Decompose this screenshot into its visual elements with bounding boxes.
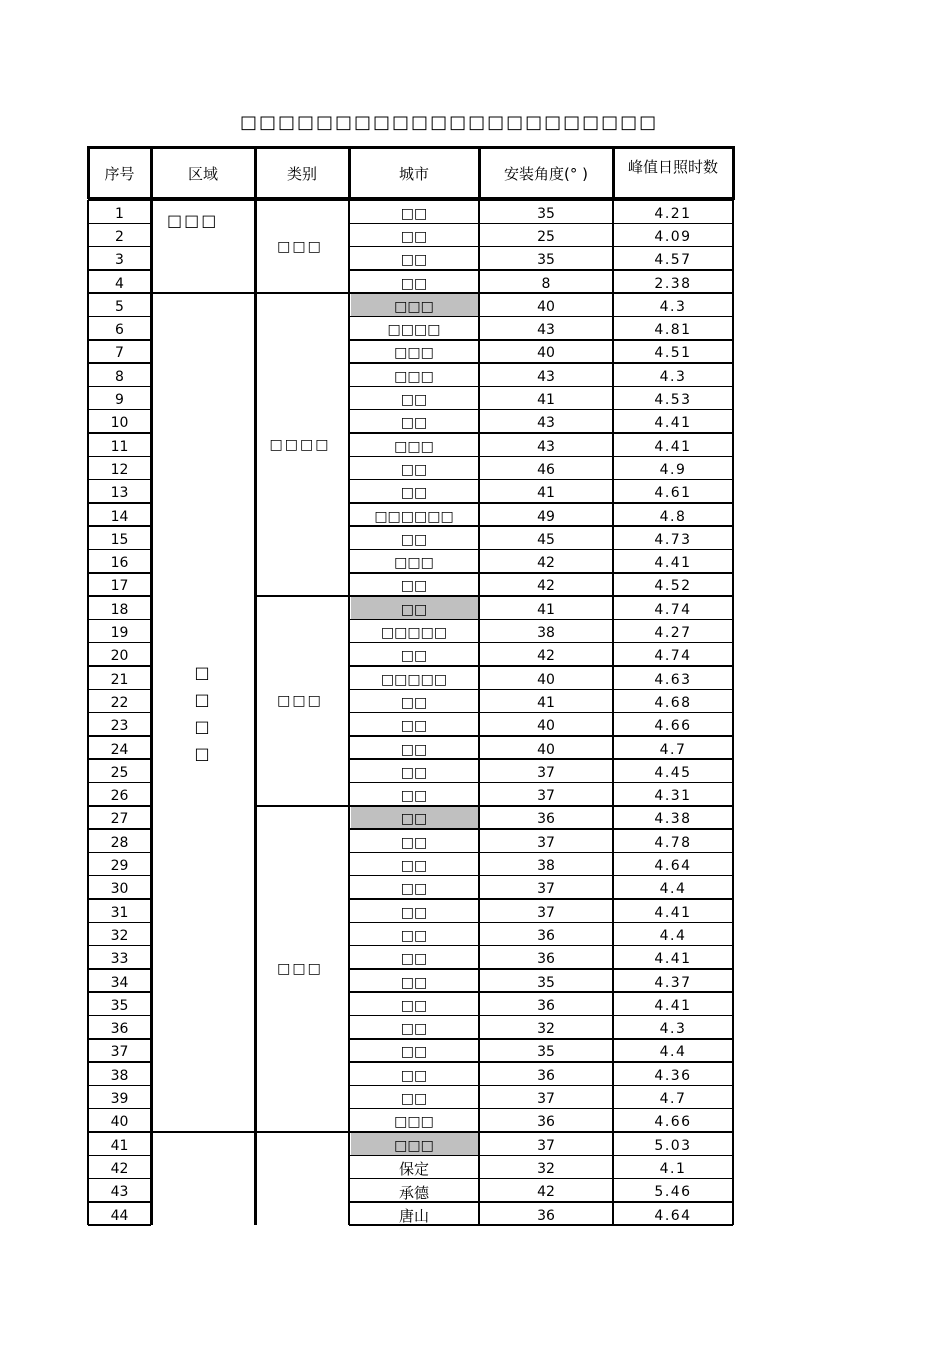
seq-cell: 11	[110, 438, 129, 455]
angle-cell: 37	[537, 1091, 555, 1108]
peak-sun-hours-cell: 4.7	[659, 1091, 687, 1108]
angle-cell: 43	[537, 368, 555, 385]
header-column-border	[150, 146, 153, 199]
sheet-title: □□□□□□□□□□□□□□□□□□□□□□	[240, 112, 659, 133]
seq-cell: 22	[110, 694, 129, 711]
seq-cell: 29	[110, 858, 129, 875]
seq-cell: 31	[110, 904, 129, 921]
city-cell: □□	[400, 927, 428, 944]
seq-cell: 4	[115, 275, 124, 292]
peak-sun-hours-cell: 4.31	[654, 788, 692, 805]
city-cell: □□	[400, 252, 428, 269]
angle-cell: 37	[537, 904, 555, 921]
seq-cell: 3	[115, 252, 124, 269]
header-column-border	[348, 146, 351, 199]
city-cell: 保定	[398, 1160, 429, 1179]
angle-cell: 8	[541, 275, 551, 292]
seq-cell: 35	[110, 997, 129, 1014]
city-cell: □□	[400, 461, 428, 478]
category-label: □□□	[277, 238, 323, 255]
peak-sun-hours-cell: 4.66	[654, 718, 692, 735]
city-cell: □□	[400, 1021, 428, 1038]
seq-cell: 14	[110, 508, 129, 525]
peak-sun-hours-cell: 4.21	[654, 205, 692, 222]
peak-sun-hours-cell: 4.74	[654, 601, 692, 618]
peak-sun-hours-cell: 4.66	[654, 1114, 692, 1131]
angle-cell: 37	[537, 881, 555, 898]
seq-cell: 27	[110, 811, 129, 828]
seq-cell: 30	[110, 881, 129, 898]
city-cell: □□□	[394, 345, 434, 362]
peak-sun-hours-cell: 4.1	[659, 1160, 687, 1177]
seq-cell: 6	[115, 322, 124, 339]
header-column-border	[478, 146, 481, 199]
seq-cell: 24	[110, 741, 129, 758]
angle-cell: 42	[537, 648, 555, 665]
region-label: □□□	[167, 211, 219, 231]
city-cell: □□	[400, 1091, 428, 1108]
angle-cell: 35	[537, 1044, 555, 1061]
peak-sun-hours-cell: 5.46	[654, 1184, 692, 1201]
category-label	[253, 1132, 347, 1225]
seq-cell: 17	[110, 578, 129, 595]
peak-sun-hours-cell: 4.57	[654, 252, 692, 269]
peak-sun-hours-cell: 4.51	[654, 345, 692, 362]
peak-sun-hours-cell: 4.41	[654, 904, 692, 921]
city-cell: □□□□	[387, 322, 441, 339]
peak-sun-hours-cell: 4.53	[654, 392, 692, 409]
city-cell: □□	[400, 1067, 428, 1084]
peak-sun-hours-cell: 4.63	[654, 671, 692, 688]
seq-cell: 44	[110, 1207, 129, 1224]
seq-cell: 18	[110, 601, 129, 618]
region-label	[151, 293, 255, 1132]
angle-cell: 36	[537, 811, 555, 828]
angle-cell: 41	[537, 601, 555, 618]
peak-sun-hours-cell: 4.41	[654, 951, 692, 968]
angle-cell: 42	[537, 1184, 555, 1201]
peak-sun-hours-cell: 4.74	[654, 648, 692, 665]
angle-cell: 41	[537, 694, 555, 711]
seq-cell: 16	[110, 555, 129, 572]
seq-cell: 39	[110, 1091, 129, 1108]
city-cell: □□	[400, 974, 428, 991]
angle-cell: 37	[537, 1137, 555, 1154]
city-cell: □□	[400, 997, 428, 1014]
category-label: □□□	[277, 960, 323, 977]
angle-cell: 37	[537, 788, 555, 805]
angle-cell: 43	[537, 322, 555, 339]
seq-cell: 37	[110, 1044, 129, 1061]
city-cell: □□	[400, 881, 428, 898]
city-cell: □□	[400, 205, 428, 222]
city-cell: □□□□□	[380, 671, 448, 688]
city-cell: □□□	[394, 298, 434, 315]
city-cell: □□	[400, 904, 428, 921]
city-cell: □□	[400, 485, 428, 502]
angle-cell: 49	[537, 508, 555, 525]
header-seq: 序号	[104, 164, 135, 183]
seq-cell: 41	[110, 1137, 129, 1154]
angle-cell: 36	[537, 1207, 555, 1224]
peak-sun-hours-cell: 4.9	[659, 461, 687, 478]
city-cell: □□	[400, 811, 428, 828]
angle-cell: 35	[537, 252, 555, 269]
seq-cell: 42	[110, 1160, 129, 1177]
seq-cell: 20	[110, 648, 129, 665]
city-cell: □□	[400, 788, 428, 805]
angle-cell: 46	[537, 461, 555, 478]
category-label: □□□□	[269, 436, 331, 453]
city-cell: □□	[400, 601, 428, 618]
seq-cell: 38	[110, 1067, 129, 1084]
city-cell: □□	[400, 392, 428, 409]
peak-sun-hours-cell: 4.52	[654, 578, 692, 595]
region-label-char: □	[194, 689, 212, 709]
seq-cell: 10	[110, 415, 129, 432]
city-cell: □□□	[394, 368, 434, 385]
seq-cell: 5	[115, 298, 124, 315]
angle-cell: 37	[537, 764, 555, 781]
city-cell: 承德	[398, 1183, 429, 1202]
peak-sun-hours-cell: 4.27	[654, 625, 692, 642]
seq-cell: 19	[110, 625, 129, 642]
peak-sun-hours-cell: 4.09	[654, 228, 692, 245]
angle-cell: 40	[537, 298, 555, 315]
seq-cell: 1	[115, 205, 124, 222]
angle-cell: 40	[537, 671, 555, 688]
header-angle: 安装角度(° )	[504, 164, 588, 183]
angle-cell: 36	[537, 1067, 555, 1084]
angle-cell: 42	[537, 578, 555, 595]
seq-cell: 36	[110, 1021, 129, 1038]
city-cell: □□	[400, 951, 428, 968]
angle-cell: 35	[537, 974, 555, 991]
seq-cell: 9	[115, 392, 124, 409]
city-cell: □□□	[394, 555, 434, 572]
seq-cell: 21	[110, 671, 129, 688]
row-border	[349, 199, 733, 201]
angle-cell: 35	[537, 205, 555, 222]
region-label-char: □	[194, 716, 212, 736]
seq-cell: 15	[110, 531, 129, 548]
city-cell: □□□□□	[380, 625, 448, 642]
peak-sun-hours-cell: 4.64	[654, 1207, 692, 1224]
angle-cell: 40	[537, 345, 555, 362]
peak-sun-hours-cell: 4.3	[659, 298, 687, 315]
peak-sun-hours-cell: 4.4	[659, 881, 687, 898]
peak-sun-hours-cell: 4.68	[654, 694, 692, 711]
angle-cell: 37	[537, 834, 555, 851]
header-column-border	[254, 146, 257, 199]
city-cell: □□□□□□	[374, 508, 454, 525]
angle-cell: 41	[537, 392, 555, 409]
peak-sun-hours-cell: 4.8	[659, 508, 687, 525]
header-column-border	[87, 146, 90, 199]
city-cell: □□	[400, 531, 428, 548]
peak-sun-hours-cell: 4.41	[654, 997, 692, 1014]
angle-cell: 32	[537, 1160, 555, 1177]
seq-cell: 33	[110, 951, 129, 968]
city-cell: □□□	[394, 1114, 434, 1131]
city-cell: □□	[400, 228, 428, 245]
angle-cell: 40	[537, 718, 555, 735]
peak-sun-hours-cell: 4.45	[654, 764, 692, 781]
category-label: □□□	[277, 692, 323, 709]
peak-sun-hours-cell: 4.41	[654, 415, 692, 432]
angle-cell: 45	[537, 531, 555, 548]
peak-sun-hours-cell: 2.38	[654, 275, 692, 292]
peak-sun-hours-cell: 4.73	[654, 531, 692, 548]
angle-cell: 36	[537, 1114, 555, 1131]
region-label-char: □	[194, 743, 212, 763]
city-cell: □□	[400, 1044, 428, 1061]
peak-sun-hours-cell: 4.81	[654, 322, 692, 339]
peak-sun-hours-cell: 4.61	[654, 485, 692, 502]
peak-sun-hours-cell: 4.4	[659, 1044, 687, 1061]
city-cell: □□	[400, 578, 428, 595]
seq-cell: 32	[110, 927, 129, 944]
angle-cell: 43	[537, 438, 555, 455]
angle-cell: 36	[537, 927, 555, 944]
angle-cell: 32	[537, 1021, 555, 1038]
peak-sun-hours-cell: 4.38	[654, 811, 692, 828]
angle-cell: 40	[537, 741, 555, 758]
city-cell: □□□	[394, 1137, 434, 1154]
city-cell: □□	[400, 694, 428, 711]
seq-cell: 28	[110, 834, 129, 851]
city-cell: □□	[400, 275, 428, 292]
peak-sun-hours-cell: 4.64	[654, 858, 692, 875]
city-cell: 唐山	[398, 1207, 429, 1226]
angle-cell: 38	[537, 858, 555, 875]
city-cell: □□	[400, 648, 428, 665]
header-peak-sun-hours: 峰值日照时数	[627, 158, 718, 176]
seq-cell: 13	[110, 485, 129, 502]
city-cell: □□	[400, 741, 428, 758]
city-cell: □□□	[394, 438, 434, 455]
seq-cell: 34	[110, 974, 129, 991]
seq-cell: 23	[110, 718, 129, 735]
peak-sun-hours-cell: 4.41	[654, 555, 692, 572]
region-label-char: □	[194, 662, 212, 682]
city-cell: □□	[400, 764, 428, 781]
header-top-border	[88, 146, 735, 149]
header-category: 类别	[286, 164, 317, 183]
seq-cell: 12	[110, 461, 129, 478]
city-cell: □□	[400, 415, 428, 432]
peak-sun-hours-cell: 4.4	[659, 927, 687, 944]
peak-sun-hours-cell: 4.41	[654, 438, 692, 455]
peak-sun-hours-cell: 4.37	[654, 974, 692, 991]
seq-cell: 2	[115, 228, 124, 245]
seq-cell: 8	[115, 368, 124, 385]
header-column-border	[732, 146, 735, 199]
city-cell: □□	[400, 858, 428, 875]
peak-sun-hours-cell: 4.7	[659, 741, 687, 758]
angle-cell: 36	[537, 997, 555, 1014]
angle-cell: 41	[537, 485, 555, 502]
peak-sun-hours-cell: 4.3	[659, 1021, 687, 1038]
city-cell: □□	[400, 718, 428, 735]
peak-sun-hours-cell: 4.36	[654, 1067, 692, 1084]
seq-cell: 26	[110, 788, 129, 805]
peak-sun-hours-cell: 4.78	[654, 834, 692, 851]
peak-sun-hours-cell: 4.3	[659, 368, 687, 385]
city-cell: □□	[400, 834, 428, 851]
seq-cell: 7	[115, 345, 124, 362]
region-label	[151, 1132, 255, 1225]
header-column-border	[612, 146, 615, 199]
seq-cell: 40	[110, 1114, 129, 1131]
row-border	[88, 199, 151, 201]
angle-cell: 43	[537, 415, 555, 432]
peak-sun-hours-cell: 5.03	[654, 1137, 692, 1154]
seq-cell: 25	[110, 764, 129, 781]
angle-cell: 38	[537, 625, 555, 642]
angle-cell: 25	[537, 228, 555, 245]
header-region: 区域	[187, 164, 218, 183]
header-city: 城市	[398, 164, 429, 183]
seq-cell: 43	[110, 1184, 129, 1201]
angle-cell: 42	[537, 555, 555, 572]
angle-cell: 36	[537, 951, 555, 968]
